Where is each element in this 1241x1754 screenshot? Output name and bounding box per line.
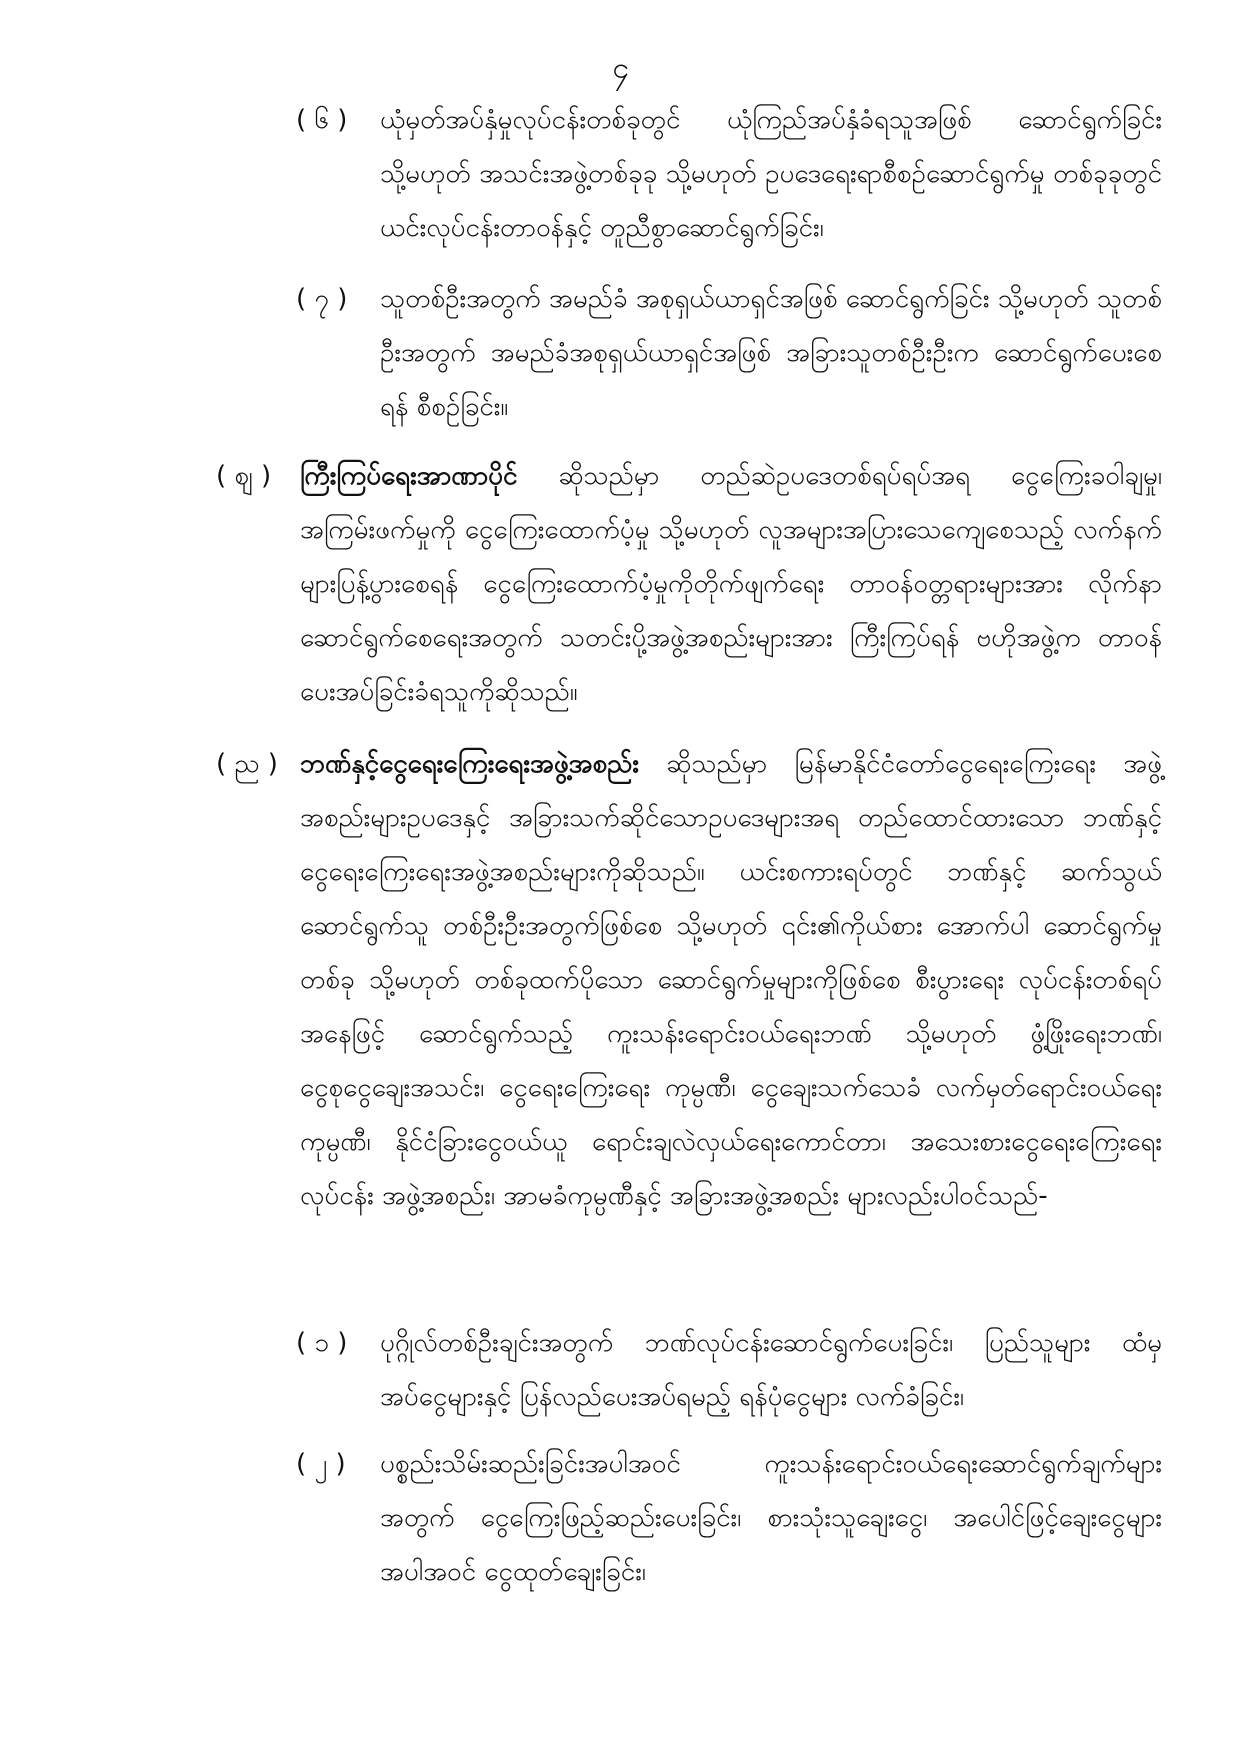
- list-item: [296, 1437, 1162, 1599]
- item-label: ( ဈ ): [216, 461, 272, 491]
- item-text: ပစ္စည်းသိမ်းဆည်းခြင်းအပါအဝင် ကူးသန်းရောင်းဝယ်ရေးဆောင်ရွက်ချက်များ အတွက် ငွေကြေးဖြည့်ဆည်းပေးခြင်း၊ စားသုံးသူချေးငွေ၊ အပေါင်ဖြင့်ချေးငွေများ အပါအဝင် ငွေထုတ်ချေးခြင်း၊: [380, 1449, 1162, 1587]
- item-text: ဆိုသည်မှာ တည်ဆဲဥပဒေတစ်ရပ်ရပ်အရ ငွေကြေးခဝါချမှု၊ အကြမ်းဖက်မှုကို ငွေကြေးထောက်ပံ့မှု သို့မဟုတ် လူအများအပြားသေကျေစေသည့် လက်နက်များပြန့်ပွားစေရန် ငွေကြေးထောက်ပံ့မှုကိုတိုက်ဖျက်ရေး တာဝန်ဝတ္တရားများအား လိုက်နာဆောင်ရွက်စေရေးအတွက် သတင်းပို့အဖွဲ့အစည်းများအား ကြီးကြပ်ရန် ဗဟိုအဖွဲ့က တာဝန်ပေးအပ်ခြင်းခံရသူကိုဆိုသည်။: [300, 461, 1162, 707]
- item-label: ( ၂ ): [296, 1449, 346, 1479]
- item-text: သူတစ်ဦးအတွက် အမည်ခံ အစုရှယ်ယာရှင်အဖြစ် ဆောင်ရွက်ခြင်း သို့မဟုတ် သူတစ်ဦးအတွက် အမည်ခံအစုရှယ်ယာရှင်အဖြစ် အခြားသူတစ်ဦးဦးက ဆောင်ရွက်ပေးစေရန် စီစဉ်ခြင်း။: [380, 284, 1162, 422]
- item-label: ( ည ): [216, 749, 278, 779]
- list-item: [296, 93, 1162, 255]
- item-label: ( ၇ ): [296, 284, 348, 314]
- list-item: [296, 272, 1162, 434]
- list-item: [216, 449, 1162, 719]
- item-label: ( ၆ ): [296, 105, 348, 135]
- list-item: [296, 1316, 1162, 1424]
- list-item: [216, 737, 1162, 1223]
- item-text: ယုံမှတ်အပ်နှံမှုလုပ်ငန်းတစ်ခုတွင် ယုံကြည်အပ်နှံခံရသူအဖြစ် ဆောင်ရွက်ခြင်း သို့မဟုတ် အသင်းအဖွဲ့တစ်ခုခု သို့မဟုတ် ဥပဒေရေးရာစီစဉ်ဆောင်ရွက်မှု တစ်ခုခုတွင် ယင်းလုပ်ငန်းတာဝန်နှင့် တူညီစွာဆောင်ရွက်ခြင်း၊: [380, 105, 1162, 243]
- defined-term: ဘဏ်နှင့်ငွေရေးကြေးရေးအဖွဲ့အစည်း: [300, 749, 639, 779]
- item-text: ဆိုသည်မှာ မြန်မာနိုင်ငံတော်ငွေရေးကြေးရေး အဖွဲ့အစည်းများဥပဒေနှင့် အခြားသက်ဆိုင်သောဥပဒေများအရ တည်ထောင်ထားသော ဘဏ်နှင့် ငွေရေးကြေးရေးအဖွဲ့အစည်းများကိုဆိုသည်။ ယင်းစကားရပ်တွင် ဘဏ်နှင့် ဆက်သွယ်ဆောင်ရွက်သူ တစ်ဦးဦးအတွက်ဖြစ်စေ သို့မဟုတ် ၎င်း၏ကိုယ်စား အောက်ပါ ဆောင်ရွက်မှုတစ်ခု သို့မဟုတ် တစ်ခုထက်ပိုသော ဆောင်ရွက်မှုများကိုဖြစ်စေ စီးပွားရေး လုပ်ငန်းတစ်ရပ်အနေဖြင့် ဆောင်ရွက်သည့် ကူးသန်းရောင်းဝယ်ရေးဘဏ် သို့မဟုတ် ဖွံ့ဖြိုးရေးဘဏ်၊ ငွေစုငွေချေးအသင်း၊ ငွေရေးကြေးရေး ကုမ္ပဏီ၊ ငွေချေးသက်သေခံ လက်မှတ်ရောင်းဝယ်ရေးကုမ္ပဏီ၊ နိုင်ငံခြားငွေဝယ်ယူ ရောင်းချလဲလှယ်ရေးကောင်တာ၊ အသေးစားငွေရေးကြေးရေးလုပ်ငန်း အဖွဲ့အစည်း၊ အာမခံကုမ္ပဏီနှင့် အခြားအဖွဲ့အစည်း များလည်းပါဝင်သည်-: [300, 749, 1162, 1211]
- defined-term: ကြီးကြပ်ရေးအာဏာပိုင်: [300, 461, 518, 491]
- page-number: ၄: [612, 51, 629, 86]
- item-label: ( ၁ ): [296, 1328, 348, 1358]
- item-text: ပုဂ္ဂိုလ်တစ်ဦးချင်းအတွက် ဘဏ်လုပ်ငန်းဆောင်ရွက်ပေးခြင်း၊ ပြည်သူများ ထံမှ အပ်ငွေများနှင့် ပြန်လည်ပေးအပ်ရမည့် ရန်ပုံငွေများ လက်ခံခြင်း၊: [380, 1328, 1162, 1412]
